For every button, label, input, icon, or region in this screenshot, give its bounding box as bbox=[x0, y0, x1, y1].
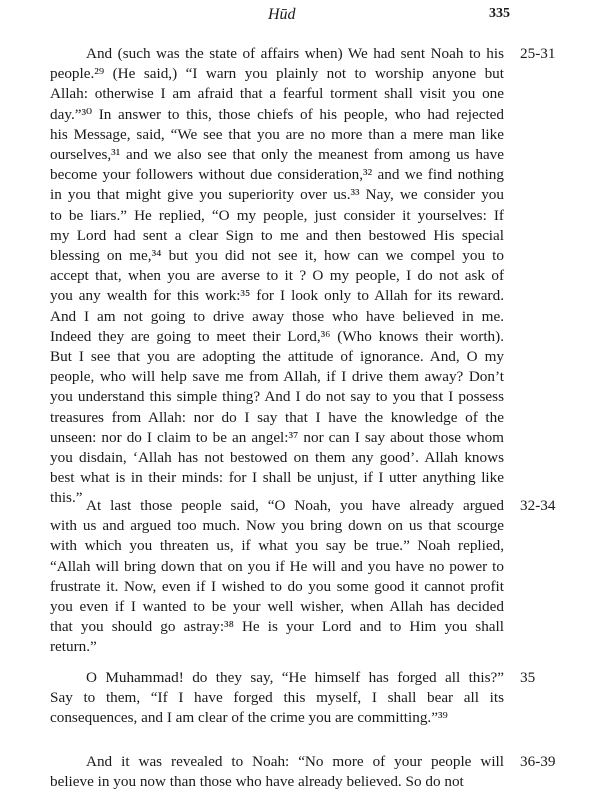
text-line: Indeed they are going to meet their Lord,³⁶ (Who knows their worth). bbox=[50, 327, 504, 345]
text-line: people, who will help save me from Allah, if I drive them away? Don’t bbox=[50, 368, 504, 386]
text-line: you disdain, ‘Allah has not bestowed on them any good’. Allah knows bbox=[50, 449, 504, 467]
paragraph-text bbox=[50, 668, 504, 729]
text-line: you understand this simple thing? And I do not say to you that I possess bbox=[50, 388, 504, 406]
verse-reference: 32-34 bbox=[520, 497, 556, 514]
text-line: you even if I wanted to be your well wisher, when Allah has decided bbox=[50, 598, 504, 616]
text-line: consequences, and I am clear of the crime you are committing.”³⁹ bbox=[50, 709, 448, 727]
text-line: unseen: nor do I claim to be an angel:³⁷ nor can I say about those whom bbox=[50, 428, 504, 446]
text-line: with which you threaten us, if what you say be true.” Noah replied, bbox=[50, 537, 504, 555]
text-line: to be liars.” He replied, “O my people, just consider it yourselves: If bbox=[50, 206, 504, 224]
text-line: Say to them, “If I have forged this myself, I shall bear all its bbox=[50, 689, 504, 707]
running-head: Hūd bbox=[268, 6, 296, 23]
paragraph-text bbox=[50, 44, 504, 509]
paragraph-text bbox=[50, 496, 504, 658]
text-line: return.” bbox=[50, 638, 97, 656]
text-line: O Muhammad! do they say, “He himself has forged all this?” bbox=[86, 669, 504, 686]
text-line: my Lord had sent a clear Sign to me and then bestowed His special bbox=[50, 226, 504, 244]
text-line: blessing on me,³⁴ but you did not see it, how can we compel you to bbox=[50, 247, 504, 265]
text-line: you any wealth for this work:³⁵ for I look only to Allah for its reward. bbox=[50, 287, 504, 305]
text-line: his Message, said, “We see that you are no more than a mere man like bbox=[50, 125, 504, 143]
text-line: with us and argued too much. Now you bring down on us that scourge bbox=[50, 517, 504, 535]
text-line: “Allah will bring down that on you if He will and you have no power to bbox=[50, 557, 504, 575]
text-line: frustrate it. Now, even if I wished to do you some good it cannot profit bbox=[50, 577, 504, 595]
text-line: in you that might give you superiority over us.³³ Nay, we consider you bbox=[50, 186, 504, 204]
paragraph-text bbox=[50, 752, 504, 792]
text-line: And I am not going to drive away those who have believed in me. bbox=[50, 307, 504, 325]
page-header bbox=[0, 6, 600, 28]
text-line: And it was revealed to Noah: “No more of your people will bbox=[86, 753, 504, 770]
verse-reference: 36-39 bbox=[520, 753, 556, 770]
text-line: become your followers without due consideration,³² and we find nothing bbox=[50, 166, 504, 184]
text-line: Allah: otherwise I am afraid that a fearful torment shall visit you one bbox=[50, 85, 504, 103]
text-line: accept that, when you are averse to it ? O my people, I do not ask of bbox=[50, 267, 504, 285]
verse-reference: 25-31 bbox=[520, 45, 556, 62]
text-line: And (such was the state of affairs when) We had sent Noah to his bbox=[86, 45, 504, 62]
text-line: best what is in their minds: for I shall be unjust, if I utter anything like bbox=[50, 469, 504, 487]
text-line: people.²⁹ (He said,) “I warn you plainly not to worship anyone but bbox=[50, 65, 504, 83]
text-line: treasures from Allah: nor do I say that I have the knowledge of the bbox=[50, 408, 504, 426]
text-line: But I see that you are adopting the attitude of ignorance. And, O my bbox=[50, 348, 504, 366]
text-line: day.”³⁰ In answer to this, those chiefs of his people, who had rejected bbox=[50, 105, 504, 123]
text-line: At last those people said, “O Noah, you have already argued bbox=[86, 497, 504, 514]
text-line: this.” bbox=[50, 489, 83, 507]
text-line: believe in you now than those who have already believed. So do not bbox=[50, 773, 464, 791]
text-line: that you should go astray:³⁸ He is your Lord and to Him you shall bbox=[50, 618, 504, 636]
text-line: ourselves,³¹ and we also see that only the meanest from among us have bbox=[50, 146, 504, 164]
page-number: 335 bbox=[489, 6, 510, 21]
verse-reference: 35 bbox=[520, 669, 536, 686]
